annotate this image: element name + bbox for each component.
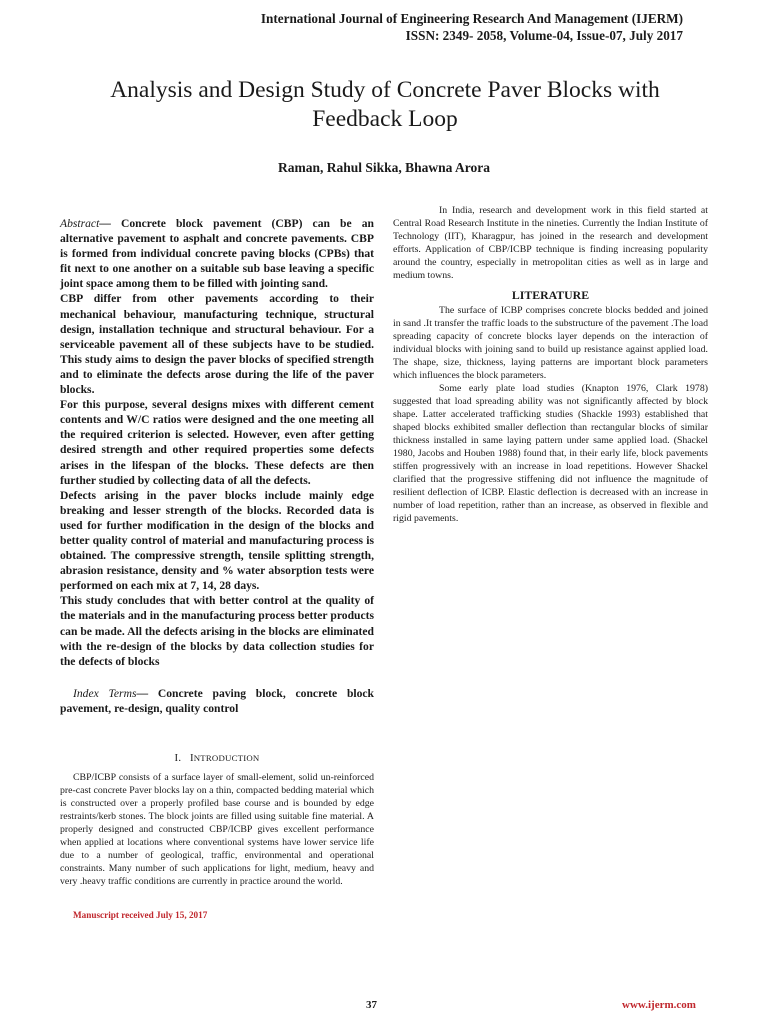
left-column bbox=[60, 216, 374, 920]
journal-website-link[interactable]: www.ijerm.com bbox=[622, 999, 696, 1011]
index-terms bbox=[60, 686, 374, 716]
introduction-body: CBP/ICBP consists of a surface layer of small-element, solid un-reinforced pre-cast concrete Paver blocks lay on a thin, compacted bedding material which is constructed over a properly profiled base course and is bounded by edge restraints/kerb stones. The block joints are filled using suitable fine material. A properly designed and constructed CBP/ICBP gives excellent performance when applied at locations where conventional systems have lower service life due to a number of geological, traffic, environmental and operational constraints. Many number of such applications for light, medium, heavy and very .heavy traffic conditions are currently in practice around the world. bbox=[60, 771, 374, 887]
literature-paragraph: The surface of ICBP comprises concrete blocks bedded and joined in sand .It transfer the traffic loads to the substructure of the pavement .The load spreading capacity of concrete blocks layer depends on the interaction of individual blocks with joining sand to build up resistance against applied load. The shape, size, thickness, laying patterns are important block parameters which influences the block parameters. bbox=[393, 305, 708, 381]
introduction-continued: In India, research and development work in this field started at Central Road Research Institute in the nineties. Currently the Indian Institute of Technology (IIT), Kharagpur, has joined in the research and development efforts. Application of CBP/ICBP technique is finding increasing popularity around the country, especially in metropolitan cities as well as in large and medium towns. bbox=[393, 205, 708, 281]
abstract-text: Concrete block pavement (CBP) can be an alternative pavement to asphalt and concrete pavements. CBP is formed from individual concrete paving blocks (CPBs) that fit next to one another on a suitable sub base leaving a specific joint space among them to be filled with jointing sand. bbox=[60, 217, 374, 291]
abstract bbox=[60, 216, 374, 669]
journal-name: International Journal of Engineering Research And Management (IJERM) bbox=[260, 11, 683, 26]
paper-title bbox=[60, 76, 710, 134]
right-column bbox=[393, 204, 708, 525]
journal-header bbox=[261, 10, 683, 44]
paper-title-line-1: Analysis and Design Study of Concrete Paver Blocks with bbox=[110, 77, 660, 103]
section-title-initial: I bbox=[189, 751, 194, 764]
paper-authors: Raman, Rahul Sikka, Bhawna Arora bbox=[277, 160, 491, 175]
index-terms-label: Index Terms bbox=[73, 686, 137, 700]
abstract-label: Abstract bbox=[60, 217, 100, 230]
abstract-paragraph: CBP differ from other pavements according to their mechanical behaviour, manufacturing technique, structural design, installation technique and structural behaviour. For a serviceable pavement all of these subjects have to be studied. This study aims to design the paver blocks of specified strength and to eliminate the defects arose during the life of the paver blocks. bbox=[60, 292, 374, 397]
index-terms-text: Concrete paving block, concrete block pavement, re-design, quality control bbox=[60, 686, 374, 715]
abstract-paragraph: For this purpose, several designs mixes with different cement contents and W/C ratios were designed and the one meeting all the required criterion is selected. However, even after getting desired strength and other required properties some defects arises in the lifespan of the blocks. These defects are then further studied by collecting data of all the defects. bbox=[60, 398, 374, 487]
literature-heading: LITERATURE bbox=[511, 288, 590, 302]
abstract-dash: — bbox=[99, 217, 121, 230]
page-number: 37 bbox=[366, 999, 377, 1011]
abstract-paragraph: This study concludes that with better control at the quality of the materials and in the manufacturing process better products can be made. All the defects arising in the blocks are eliminated with the re-design of the blocks by data collection studies for the defects of blocks bbox=[60, 594, 374, 668]
journal-issn: ISSN: 2349- 2058, Volume-04, Issue-07, July 2017 bbox=[405, 28, 683, 43]
abstract-paragraph bbox=[60, 216, 374, 291]
introduction-heading bbox=[60, 752, 374, 764]
abstract-paragraph: Defects arising in the paver blocks include mainly edge breaking and lesser strength of the blocks. Recorded data is used for further modification in the design of the blocks and better quality control of material and manufacturing process is obtained. The compressive strength, tensile splitting strength, abrasion resistance, density and % water absorption tests were performed on each mix at 7, 14, 28 days. bbox=[60, 488, 374, 593]
section-title-rest: NTRODUCTION bbox=[193, 752, 260, 763]
paper-title-line-2: Feedback Loop bbox=[312, 106, 458, 132]
section-number: I. bbox=[174, 751, 182, 764]
manuscript-received-note: Manuscript received July 15, 2017 bbox=[73, 909, 208, 920]
literature-paragraph: Some early plate load studies (Knapton 1976, Clark 1978) suggested that load spreading ability was not significantly affected by block shape. Latter accelerated trafficking studies (Shackle 1993) established that shaped blocks exhibited smaller deflection than rectangular blocks of similar thickness installed in same laying pattern under same applied load. (Shackel 1980, Jacobs and Houben 1988) found that, in their early life, block pavements stiffen progressively with an increase in load repetitions. However Shackel clarified that the progressive stiffening did not influence the magnitude of resilient deflection of ICBP. Elastic deflection is decreased with an increase in number of load repetition, rather than an increase, as observed in flexible and rigid pavements. bbox=[393, 383, 708, 524]
index-terms-dash: — bbox=[136, 686, 158, 700]
